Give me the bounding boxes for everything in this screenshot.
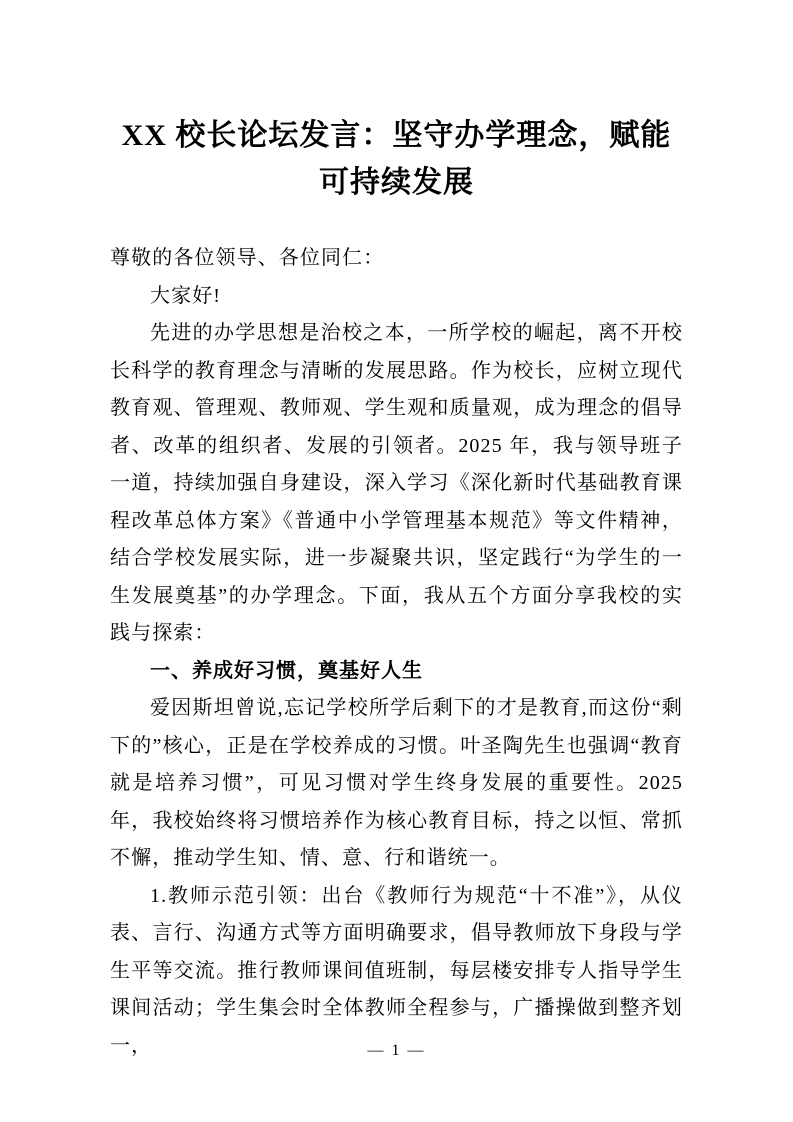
paragraph-intro: 先进的办学思想是治校之本，一所学校的崛起，离不开校长科学的教育理念与清晰的发展思路。作为校长，应树立现代教育观、管理观、教师观、学生观和质量观，成为理念的倡导者、改革的组织者、发展的引领者。2025 年，我与领导班子一道，持续加强自身建设，深入学习《深化新时代基础教育课程改革总体方案》《普通中小学管理基本规范》等文件精神，结合学校发展实际，进一步凝聚共识，坚定践行“为学生的一生发展奠基”的办学理念。下面，我从五个方面分享我校的实践与探索：	[110, 322, 683, 644]
paragraph-habits: 爱因斯坦曾说,忘记学校所学后剩下的才是教育,而这份“剩下的”核心，正是在学校养成的习惯。叶圣陶先生也强调“教育就是培养习惯”，可见习惯对学生终身发展的重要性。2025 年，我校始终将习惯培养作为核心教育目标，持之以恒、常抓不懈，推动学生知、情、意、行和谐统一。	[110, 697, 683, 869]
greeting-line: 大家好!	[150, 284, 222, 307]
document-body	[110, 240, 683, 1065]
salutation: 尊敬的各位领导、各位同仁：	[110, 247, 385, 269]
document-title-line-2: 可持续发展	[319, 166, 474, 199]
document-title-line-1: XX 校长论坛发言：坚守办学理念，赋能	[121, 119, 672, 152]
document-title	[110, 112, 683, 206]
paragraph-teacher-demo: 1.教师示范引领：出台《教师行为规范“十不准”》，从仪表、言行、沟通方式等方面明确要求，倡导教师放下身段与学生平等交流。推行教师课间值班制，每层楼安排专人指导学生课间活动；学生集会时全体教师全程参与，广播操做到整齐划一，	[110, 884, 683, 1057]
section-heading-1: 一、养成好习惯，奠基好人生	[150, 659, 423, 682]
page-number: — 1 —	[367, 1042, 426, 1059]
